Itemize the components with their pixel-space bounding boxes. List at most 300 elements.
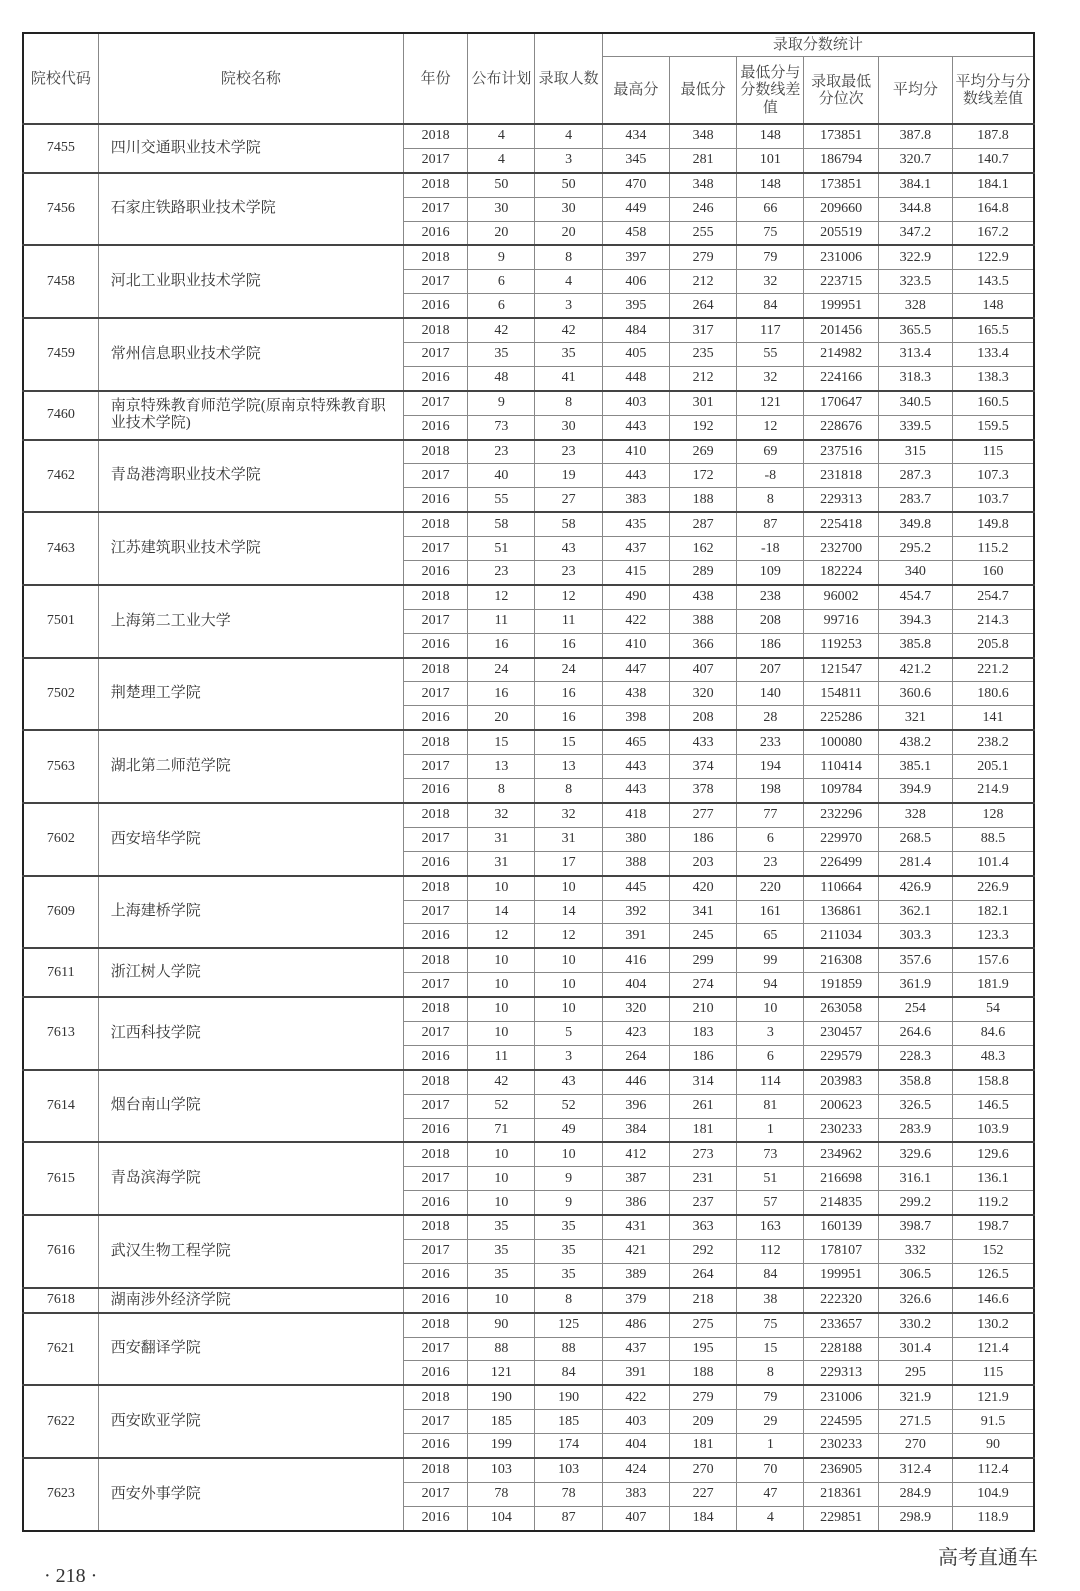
cell-max-score: 407 xyxy=(602,1506,669,1530)
cell-min-score: 438 xyxy=(669,585,736,609)
cell-year: 2018 xyxy=(403,876,467,900)
cell-admitted-count: 42 xyxy=(535,318,602,342)
table-row xyxy=(23,730,1034,754)
cell-min-diff: 70 xyxy=(737,1458,804,1482)
cell-published-plan: 10 xyxy=(468,1167,535,1191)
cell-avg-diff: 91.5 xyxy=(953,1410,1034,1434)
cell-max-score: 392 xyxy=(602,900,669,924)
table-row xyxy=(23,585,1034,609)
school-name: 烟台南山学院 xyxy=(98,1070,403,1143)
cell-avg-score: 306.5 xyxy=(878,1263,952,1287)
cell-year: 2018 xyxy=(403,173,467,197)
cell-admitted-count: 16 xyxy=(535,633,602,657)
cell-min-diff: 1 xyxy=(737,1118,804,1142)
school-name: 青岛港湾职业技术学院 xyxy=(98,440,403,513)
cell-max-score: 412 xyxy=(602,1142,669,1166)
cell-year: 2018 xyxy=(403,1313,467,1337)
school-code: 7459 xyxy=(23,318,98,391)
cell-max-score: 386 xyxy=(602,1191,669,1215)
cell-published-plan: 121 xyxy=(468,1361,535,1385)
cell-admitted-count: 35 xyxy=(535,1215,602,1239)
header-school-code: 院校代码 xyxy=(23,33,98,124)
cell-year: 2016 xyxy=(403,633,467,657)
cell-year: 2016 xyxy=(403,1263,467,1287)
cell-max-score: 398 xyxy=(602,706,669,730)
cell-min-diff: 75 xyxy=(737,1313,804,1337)
cell-min-diff: 38 xyxy=(737,1288,804,1313)
cell-min-score: 188 xyxy=(669,488,736,512)
cell-published-plan: 35 xyxy=(468,1239,535,1263)
cell-avg-score: 329.6 xyxy=(878,1142,952,1166)
cell-avg-score: 358.8 xyxy=(878,1070,952,1094)
cell-published-plan: 11 xyxy=(468,609,535,633)
cell-min-rank: 216308 xyxy=(804,948,878,972)
cell-published-plan: 15 xyxy=(468,730,535,754)
cell-avg-score: 330.2 xyxy=(878,1313,952,1337)
cell-avg-score: 347.2 xyxy=(878,221,952,245)
school-code: 7614 xyxy=(23,1070,98,1143)
cell-min-score: 299 xyxy=(669,948,736,972)
cell-avg-score: 322.9 xyxy=(878,245,952,269)
school-code: 7609 xyxy=(23,876,98,949)
cell-admitted-count: 13 xyxy=(535,755,602,779)
school-code: 7458 xyxy=(23,245,98,318)
cell-min-score: 433 xyxy=(669,730,736,754)
header-score-stats-group: 录取分数统计 xyxy=(602,33,1034,57)
cell-max-score: 345 xyxy=(602,148,669,172)
cell-min-rank: 230233 xyxy=(804,1118,878,1142)
cell-avg-score: 313.4 xyxy=(878,343,952,367)
cell-min-rank: 231818 xyxy=(804,464,878,488)
cell-published-plan: 4 xyxy=(468,148,535,172)
cell-avg-diff: 205.8 xyxy=(953,633,1034,657)
cell-min-diff: 32 xyxy=(737,270,804,294)
cell-min-diff: 198 xyxy=(737,779,804,803)
cell-avg-score: 303.3 xyxy=(878,924,952,948)
table-row xyxy=(23,803,1034,827)
cell-admitted-count: 19 xyxy=(535,464,602,488)
cell-min-rank: 186794 xyxy=(804,148,878,172)
cell-max-score: 437 xyxy=(602,537,669,561)
school-name: 江西科技学院 xyxy=(98,997,403,1070)
cell-published-plan: 51 xyxy=(468,537,535,561)
cell-max-score: 397 xyxy=(602,245,669,269)
cell-year: 2016 xyxy=(403,415,467,439)
cell-published-plan: 20 xyxy=(468,706,535,730)
cell-year: 2018 xyxy=(403,803,467,827)
cell-min-rank: 154811 xyxy=(804,682,878,706)
cell-avg-diff: 104.9 xyxy=(953,1482,1034,1506)
table-row xyxy=(23,245,1034,269)
cell-published-plan: 185 xyxy=(468,1410,535,1434)
cell-published-plan: 10 xyxy=(468,1021,535,1045)
cell-min-score: 273 xyxy=(669,1142,736,1166)
cell-admitted-count: 43 xyxy=(535,1070,602,1094)
school-code: 7615 xyxy=(23,1142,98,1215)
cell-year: 2016 xyxy=(403,488,467,512)
table-row xyxy=(23,512,1034,536)
cell-min-score: 162 xyxy=(669,537,736,561)
cell-max-score: 403 xyxy=(602,1410,669,1434)
cell-admitted-count: 8 xyxy=(535,779,602,803)
cell-min-rank: 200623 xyxy=(804,1094,878,1118)
cell-avg-diff: 101.4 xyxy=(953,851,1034,875)
cell-avg-diff: 214.9 xyxy=(953,779,1034,803)
school-name: 荆楚理工学院 xyxy=(98,658,403,731)
cell-avg-diff: 54 xyxy=(953,997,1034,1021)
cell-max-score: 443 xyxy=(602,755,669,779)
cell-admitted-count: 32 xyxy=(535,803,602,827)
cell-min-rank: 229970 xyxy=(804,827,878,851)
cell-min-diff: 6 xyxy=(737,827,804,851)
cell-min-rank: 216698 xyxy=(804,1167,878,1191)
cell-year: 2016 xyxy=(403,366,467,390)
cell-max-score: 395 xyxy=(602,294,669,318)
cell-max-score: 486 xyxy=(602,1313,669,1337)
cell-published-plan: 6 xyxy=(468,270,535,294)
cell-min-diff: 220 xyxy=(737,876,804,900)
school-name: 西安翻译学院 xyxy=(98,1313,403,1386)
cell-min-rank: 170647 xyxy=(804,391,878,415)
cell-max-score: 416 xyxy=(602,948,669,972)
cell-published-plan: 42 xyxy=(468,318,535,342)
cell-max-score: 443 xyxy=(602,779,669,803)
cell-max-score: 406 xyxy=(602,270,669,294)
cell-avg-score: 398.7 xyxy=(878,1215,952,1239)
cell-year: 2017 xyxy=(403,197,467,221)
cell-avg-diff: 167.2 xyxy=(953,221,1034,245)
cell-min-score: 186 xyxy=(669,827,736,851)
cell-min-diff: -18 xyxy=(737,537,804,561)
cell-avg-diff: 138.3 xyxy=(953,366,1034,390)
cell-admitted-count: 35 xyxy=(535,1239,602,1263)
cell-avg-diff: 48.3 xyxy=(953,1045,1034,1069)
cell-min-diff: 79 xyxy=(737,1385,804,1409)
cell-year: 2016 xyxy=(403,1506,467,1530)
cell-avg-diff: 149.8 xyxy=(953,512,1034,536)
cell-published-plan: 23 xyxy=(468,561,535,585)
school-code: 7463 xyxy=(23,512,98,585)
cell-min-diff: 3 xyxy=(737,1021,804,1045)
cell-min-score: 281 xyxy=(669,148,736,172)
cell-avg-diff: 140.7 xyxy=(953,148,1034,172)
cell-admitted-count: 30 xyxy=(535,197,602,221)
cell-avg-diff: 180.6 xyxy=(953,682,1034,706)
cell-max-score: 445 xyxy=(602,876,669,900)
cell-year: 2017 xyxy=(403,682,467,706)
cell-min-rank: 211034 xyxy=(804,924,878,948)
cell-min-score: 301 xyxy=(669,391,736,415)
cell-avg-score: 316.1 xyxy=(878,1167,952,1191)
cell-year: 2017 xyxy=(403,1337,467,1361)
cell-min-score: 184 xyxy=(669,1506,736,1530)
cell-published-plan: 10 xyxy=(468,1191,535,1215)
cell-published-plan: 88 xyxy=(468,1337,535,1361)
cell-avg-diff: 122.9 xyxy=(953,245,1034,269)
cell-admitted-count: 185 xyxy=(535,1410,602,1434)
cell-min-score: 289 xyxy=(669,561,736,585)
cell-year: 2016 xyxy=(403,924,467,948)
school-code: 7563 xyxy=(23,730,98,803)
cell-admitted-count: 78 xyxy=(535,1482,602,1506)
cell-min-diff: 8 xyxy=(737,1361,804,1385)
cell-avg-diff: 160 xyxy=(953,561,1034,585)
admission-score-table xyxy=(22,32,1035,1532)
cell-min-rank: 225286 xyxy=(804,706,878,730)
cell-published-plan: 16 xyxy=(468,682,535,706)
cell-avg-diff: 198.7 xyxy=(953,1215,1034,1239)
cell-admitted-count: 35 xyxy=(535,1263,602,1287)
cell-published-plan: 9 xyxy=(468,245,535,269)
cell-min-score: 231 xyxy=(669,1167,736,1191)
cell-min-rank: 119253 xyxy=(804,633,878,657)
cell-avg-score: 320.7 xyxy=(878,148,952,172)
cell-admitted-count: 174 xyxy=(535,1434,602,1458)
cell-min-score: 314 xyxy=(669,1070,736,1094)
cell-min-rank: 182224 xyxy=(804,561,878,585)
cell-avg-score: 339.5 xyxy=(878,415,952,439)
cell-min-score: 274 xyxy=(669,973,736,997)
school-name: 南京特殊教育师范学院(原南京特殊教育职业技术学院) xyxy=(98,391,403,440)
cell-published-plan: 6 xyxy=(468,294,535,318)
school-code: 7502 xyxy=(23,658,98,731)
cell-year: 2017 xyxy=(403,391,467,415)
cell-admitted-count: 12 xyxy=(535,924,602,948)
cell-year: 2017 xyxy=(403,900,467,924)
page-number: · 218 · xyxy=(44,1565,98,1587)
cell-min-diff: 163 xyxy=(737,1215,804,1239)
cell-max-score: 465 xyxy=(602,730,669,754)
table-row xyxy=(23,1385,1034,1409)
cell-published-plan: 12 xyxy=(468,924,535,948)
table-row xyxy=(23,440,1034,464)
cell-avg-diff: 205.1 xyxy=(953,755,1034,779)
cell-min-diff: 15 xyxy=(737,1337,804,1361)
cell-avg-diff: 84.6 xyxy=(953,1021,1034,1045)
school-name: 浙江树人学院 xyxy=(98,948,403,997)
cell-year: 2018 xyxy=(403,1070,467,1094)
school-name: 武汉生物工程学院 xyxy=(98,1215,403,1288)
cell-year: 2017 xyxy=(403,1482,467,1506)
cell-admitted-count: 103 xyxy=(535,1458,602,1482)
cell-avg-diff: 115.2 xyxy=(953,537,1034,561)
cell-min-rank: 201456 xyxy=(804,318,878,342)
cell-min-rank: 136861 xyxy=(804,900,878,924)
cell-year: 2017 xyxy=(403,537,467,561)
cell-min-rank: 96002 xyxy=(804,585,878,609)
cell-published-plan: 78 xyxy=(468,1482,535,1506)
cell-published-plan: 10 xyxy=(468,997,535,1021)
cell-min-rank: 224595 xyxy=(804,1410,878,1434)
cell-min-diff: 207 xyxy=(737,658,804,682)
cell-max-score: 423 xyxy=(602,1021,669,1045)
cell-year: 2017 xyxy=(403,1410,467,1434)
cell-avg-diff: 118.9 xyxy=(953,1506,1034,1530)
cell-avg-diff: 107.3 xyxy=(953,464,1034,488)
cell-avg-score: 340 xyxy=(878,561,952,585)
cell-min-score: 245 xyxy=(669,924,736,948)
cell-avg-score: 284.9 xyxy=(878,1482,952,1506)
cell-max-score: 446 xyxy=(602,1070,669,1094)
cell-avg-score: 357.6 xyxy=(878,948,952,972)
cell-published-plan: 52 xyxy=(468,1094,535,1118)
cell-admitted-count: 15 xyxy=(535,730,602,754)
cell-min-score: 218 xyxy=(669,1288,736,1313)
cell-year: 2017 xyxy=(403,343,467,367)
cell-max-score: 415 xyxy=(602,561,669,585)
cell-published-plan: 8 xyxy=(468,779,535,803)
cell-admitted-count: 17 xyxy=(535,851,602,875)
cell-min-diff: 8 xyxy=(737,488,804,512)
cell-min-score: 366 xyxy=(669,633,736,657)
cell-min-diff: 87 xyxy=(737,512,804,536)
cell-max-score: 384 xyxy=(602,1118,669,1142)
cell-min-score: 188 xyxy=(669,1361,736,1385)
cell-avg-diff: 121.4 xyxy=(953,1337,1034,1361)
cell-min-diff: 81 xyxy=(737,1094,804,1118)
cell-avg-score: 228.3 xyxy=(878,1045,952,1069)
cell-published-plan: 50 xyxy=(468,173,535,197)
cell-min-score: 227 xyxy=(669,1482,736,1506)
cell-min-score: 209 xyxy=(669,1410,736,1434)
cell-published-plan: 14 xyxy=(468,900,535,924)
cell-min-rank: 173851 xyxy=(804,173,878,197)
cell-year: 2018 xyxy=(403,1458,467,1482)
school-code: 7611 xyxy=(23,948,98,997)
cell-published-plan: 35 xyxy=(468,1263,535,1287)
cell-max-score: 421 xyxy=(602,1239,669,1263)
table-row xyxy=(23,1070,1034,1094)
cell-admitted-count: 87 xyxy=(535,1506,602,1530)
cell-year: 2018 xyxy=(403,658,467,682)
cell-avg-diff: 157.6 xyxy=(953,948,1034,972)
cell-admitted-count: 10 xyxy=(535,1142,602,1166)
cell-max-score: 434 xyxy=(602,124,669,148)
cell-min-diff: 51 xyxy=(737,1167,804,1191)
cell-min-diff: 114 xyxy=(737,1070,804,1094)
cell-min-diff: 69 xyxy=(737,440,804,464)
cell-min-rank: 205519 xyxy=(804,221,878,245)
cell-admitted-count: 9 xyxy=(535,1167,602,1191)
cell-min-score: 270 xyxy=(669,1458,736,1482)
cell-min-diff: 12 xyxy=(737,415,804,439)
cell-max-score: 422 xyxy=(602,1385,669,1409)
cell-min-score: 181 xyxy=(669,1118,736,1142)
cell-avg-diff: 226.9 xyxy=(953,876,1034,900)
cell-avg-score: 421.2 xyxy=(878,658,952,682)
cell-min-rank: 232700 xyxy=(804,537,878,561)
cell-year: 2017 xyxy=(403,270,467,294)
cell-min-rank: 236905 xyxy=(804,1458,878,1482)
cell-avg-diff: 182.1 xyxy=(953,900,1034,924)
cell-min-rank: 229851 xyxy=(804,1506,878,1530)
cell-published-plan: 48 xyxy=(468,366,535,390)
cell-max-score: 449 xyxy=(602,197,669,221)
cell-min-diff: 208 xyxy=(737,609,804,633)
cell-admitted-count: 3 xyxy=(535,294,602,318)
cell-avg-score: 438.2 xyxy=(878,730,952,754)
cell-year: 2016 xyxy=(403,1361,467,1385)
cell-published-plan: 90 xyxy=(468,1313,535,1337)
cell-avg-score: 385.1 xyxy=(878,755,952,779)
cell-avg-diff: 90 xyxy=(953,1434,1034,1458)
cell-min-score: 192 xyxy=(669,415,736,439)
cell-min-diff: 109 xyxy=(737,561,804,585)
cell-published-plan: 30 xyxy=(468,197,535,221)
cell-avg-score: 365.5 xyxy=(878,318,952,342)
cell-published-plan: 55 xyxy=(468,488,535,512)
cell-year: 2018 xyxy=(403,1215,467,1239)
cell-avg-diff: 164.8 xyxy=(953,197,1034,221)
table-row xyxy=(23,948,1034,972)
school-name: 西安外事学院 xyxy=(98,1458,403,1531)
cell-min-rank: 223715 xyxy=(804,270,878,294)
cell-min-score: 348 xyxy=(669,173,736,197)
cell-published-plan: 13 xyxy=(468,755,535,779)
cell-avg-diff: 187.8 xyxy=(953,124,1034,148)
cell-admitted-count: 16 xyxy=(535,706,602,730)
cell-published-plan: 31 xyxy=(468,827,535,851)
cell-avg-diff: 88.5 xyxy=(953,827,1034,851)
cell-max-score: 424 xyxy=(602,1458,669,1482)
cell-min-score: 275 xyxy=(669,1313,736,1337)
cell-published-plan: 104 xyxy=(468,1506,535,1530)
cell-max-score: 448 xyxy=(602,366,669,390)
cell-min-rank: 229579 xyxy=(804,1045,878,1069)
cell-admitted-count: 20 xyxy=(535,221,602,245)
cell-avg-score: 254 xyxy=(878,997,952,1021)
cell-published-plan: 199 xyxy=(468,1434,535,1458)
cell-avg-score: 299.2 xyxy=(878,1191,952,1215)
cell-avg-diff: 115 xyxy=(953,440,1034,464)
table-row xyxy=(23,391,1034,415)
cell-max-score: 490 xyxy=(602,585,669,609)
school-name: 西安欧亚学院 xyxy=(98,1385,403,1458)
cell-published-plan: 58 xyxy=(468,512,535,536)
cell-min-rank: 214835 xyxy=(804,1191,878,1215)
cell-year: 2018 xyxy=(403,124,467,148)
cell-avg-score: 283.9 xyxy=(878,1118,952,1142)
cell-year: 2017 xyxy=(403,755,467,779)
cell-avg-score: 283.7 xyxy=(878,488,952,512)
cell-year: 2017 xyxy=(403,1239,467,1263)
cell-published-plan: 10 xyxy=(468,948,535,972)
cell-avg-diff: 148 xyxy=(953,294,1034,318)
cell-year: 2017 xyxy=(403,148,467,172)
cell-avg-diff: 143.5 xyxy=(953,270,1034,294)
cell-max-score: 403 xyxy=(602,391,669,415)
cell-admitted-count: 35 xyxy=(535,343,602,367)
cell-admitted-count: 88 xyxy=(535,1337,602,1361)
school-code: 7602 xyxy=(23,803,98,876)
cell-avg-diff: 254.7 xyxy=(953,585,1034,609)
cell-published-plan: 103 xyxy=(468,1458,535,1482)
cell-min-rank: 232296 xyxy=(804,803,878,827)
table-body xyxy=(23,124,1034,1531)
cell-min-diff: 99 xyxy=(737,948,804,972)
cell-admitted-count: 8 xyxy=(535,245,602,269)
cell-year: 2017 xyxy=(403,1167,467,1191)
cell-year: 2016 xyxy=(403,851,467,875)
cell-published-plan: 20 xyxy=(468,221,535,245)
cell-min-rank: 231006 xyxy=(804,245,878,269)
header-avg-score: 平均分 xyxy=(878,57,952,125)
cell-min-diff: 84 xyxy=(737,1263,804,1287)
header-min-diff: 最低分与分数线差值 xyxy=(737,57,804,125)
header-school-name: 院校名称 xyxy=(98,33,403,124)
cell-min-rank: 231006 xyxy=(804,1385,878,1409)
cell-max-score: 410 xyxy=(602,440,669,464)
